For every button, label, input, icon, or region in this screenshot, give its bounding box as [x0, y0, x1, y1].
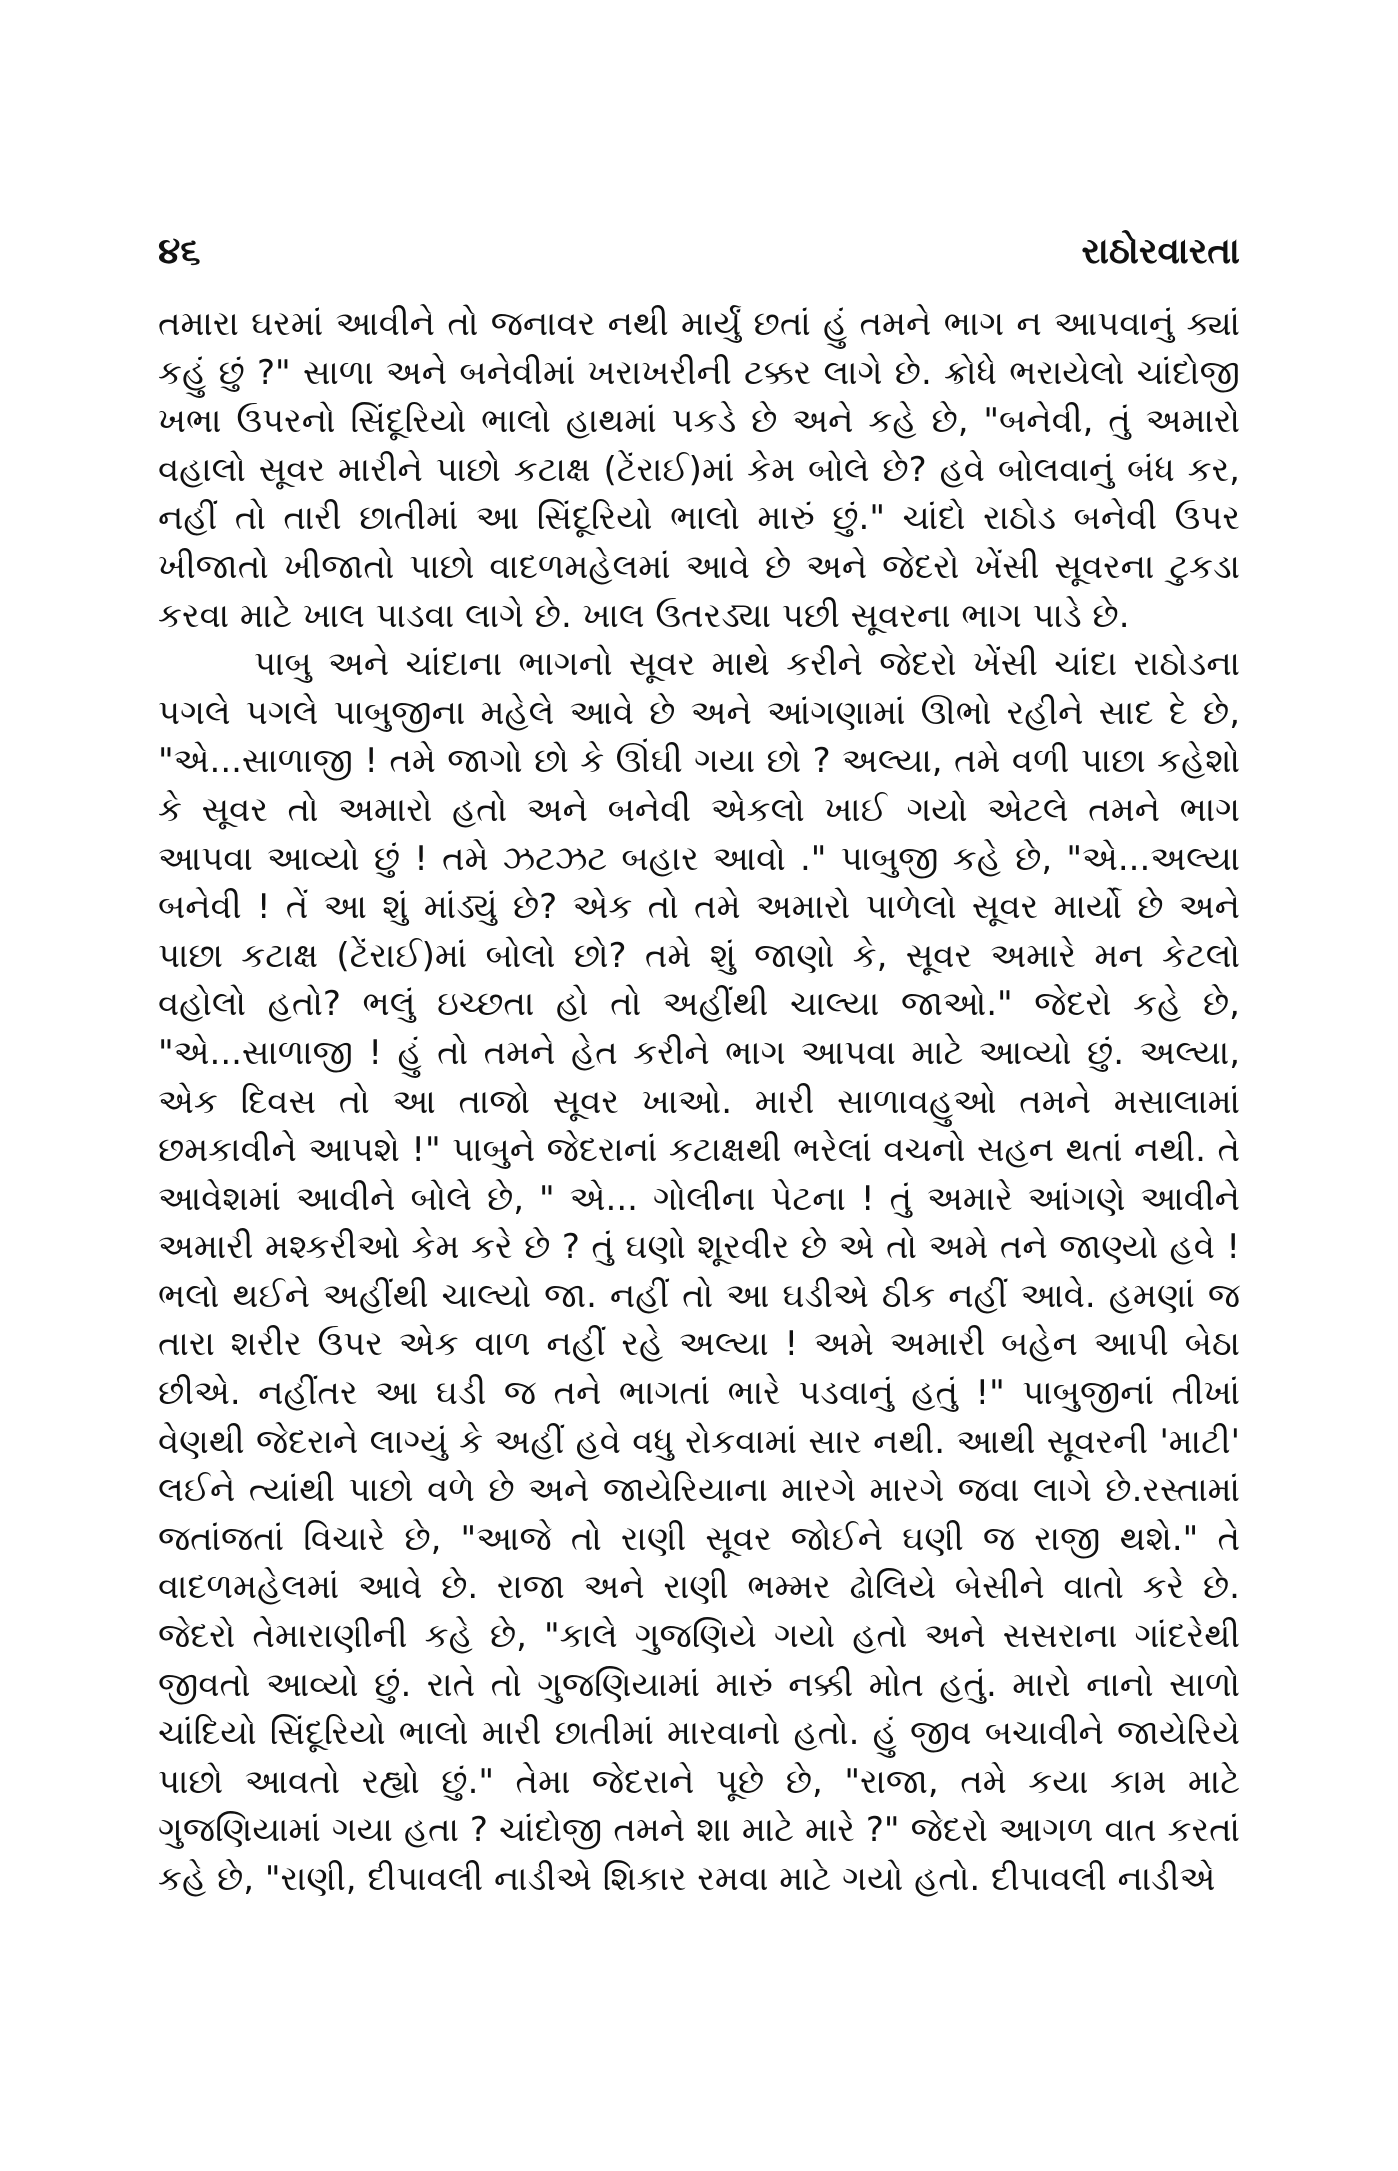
paragraph-1: તમારા ઘરમાં આવીને તો જનાવર નથી માર્યું છતાં હું તમને ભાગ ન આપવાનું ક્યાં કહું છું ?" સાળા અને બનેવીમાં ખરાખરીની ટક્કર લાગે છે. ક્રોધે ભરાયેલો ચાંદોજી ખભા ઉપરનો સિંદૂરિયો ભાલો હાથમાં પકડે છે અને કહે છે, "બનેવી, તું અમારો વહાલો સૂવર મારીને પાછો કટાક્ષ (ટેંરાઈ)માં કેમ બોલે છે? હવે બોલવાનું બંધ કર, નહીં તો તારી છાતીમાં આ સિંદૂરિયો ભાલો મારું છું." ચાંદો રાઠોડ બનેવી ઉપર ખીજાતો ખીજાતો પાછો વાદળમહેલમાં આવે છે અને જેદરો ખેંસી સૂવરના ટુકડા કરવા માટે ખાલ પાડવા લાગે છે. ખાલ ઉતરડ્યા પછી સૂવરના ભાગ પાડે છે.: [158, 304, 1240, 636]
body-text: [158, 300, 1240, 1904]
running-title: રાઠોરવારતા: [1081, 231, 1240, 272]
page-header: [158, 222, 1240, 282]
page-number: ૪૬: [158, 231, 201, 272]
paragraph-2: પાબુ અને ચાંદાના ભાગનો સૂવર માથે કરીને જેદરો ખેંસી ચાંદા રાઠોડના પગલે પગલે પાબુજીના મહેલે આવે છે અને આંગણામાં ઊભો રહીને સાદ દે છે, "એ...સાળાજી ! તમે જાગો છો કે ઊંઘી ગયા છો ? અલ્યા, તમે વળી પાછા કહેશો કે સૂવર તો અમારો હતો અને બનેવી એકલો ખાઈ ગયો એટલે તમને ભાગ આપવા આવ્યો છું ! તમે ઝટઝટ બહાર આવો ." પાબુજી કહે છે, "એ...અલ્યા બનેવી ! તેં આ શું માંડ્યું છે? એક તો તમે અમારો પાળેલો સૂવર માર્યો છે અને પાછા કટાક્ષ (ટેંરાઈ)માં બોલો છો? તમે શું જાણો કે, સૂવર અમારે મન કેટલો વહોલો હતો? ભલું ઇચ્છતા હો તો અહીંથી ચાલ્યા જાઓ." જેદરો કહે છે, "એ...સાળાજી ! હું તો તમને હેત કરીને ભાગ આપવા માટે આવ્યો છું. અલ્યા, એક દિવસ તો આ તાજો સૂવર ખાઓ. મારી સાળાવહુઓ તમને મસાલામાં છમકાવીને આપશે !" પાબુને જેદરાનાં કટાક્ષથી ભરેલાં વચનો સહન થતાં નથી. તે આવેશમાં આવીને બોલે છે, " એ... ગોલીના પેટના ! તું અમારે આંગણે આવીને અમારી મશ્કરીઓ કેમ કરે છે ? તું ઘણો શૂરવીર છે એ તો અમે તને જાણ્યો હવે ! ભલો થઈને અહીંથી ચાલ્યો જા. નહીં તો આ ઘડીએ ઠીક નહીં આવે. હમણાં જ તારા શરીર ઉપર એક વાળ નહીં રહે અલ્યા ! અમે અમારી બહેન આપી બેઠા છીએ. નહીંતર આ ઘડી જ તને ભાગતાં ભારે પડવાનું હતું !" પાબુજીનાં તીખાં વેણથી જેદરાને લાગ્યું કે અહીં હવે વધુ રોકવામાં સાર નથી. આથી સૂવરની 'માટી' લઈને ત્યાંથી પાછો વળે છે અને જાયેરિયાના મારગે મારગે જવા લાગે છે.રસ્તામાં જતાંજતાં વિચારે છે, "આજે તો રાણી સૂવર જોઈને ઘણી જ રાજી થશે." તે વાદળમહેલમાં આવે છે. રાજા અને રાણી ભમ્મર ઢોલિયે બેસીને વાતો કરે છે. જેદરો તેમારાણીની કહે છે, "કાલે ગુજણિયે ગયો હતો અને સસરાના ગાંદરેથી જીવતો આવ્યો છું. રાતે તો ગુજણિયામાં મારું નક્કી મોત હતું. મારો નાનો સાળો ચાંદિયો સિંદૂરિયો ભાલો મારી છાતીમાં મારવાનો હતો. હું જીવ બચાવીને જાયેરિયે પાછો આવતો રહ્યો છું." તેમા જેદરાને પૂછે છે, "રાજા, તમે કયા કામ માટે ગુજણિયામાં ગયા હતા ? ચાંદોજી તમને શા માટે મારે ?" જેદરો આગળ વાત કરતાં કહે છે, "રાણી, દીપાવલી નાડીએ શિકાર રમવા માટે ગયો હતો. દીપાવલી નાડીએ: [158, 644, 1240, 1899]
